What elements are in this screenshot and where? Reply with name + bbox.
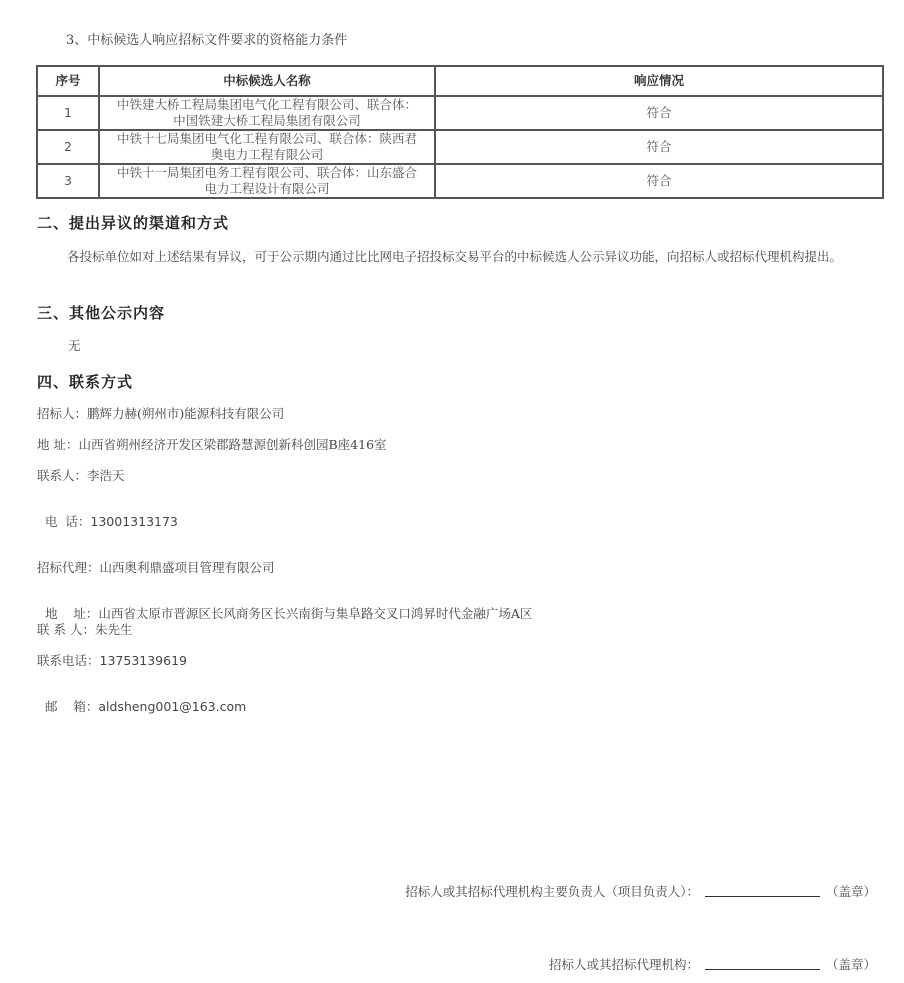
other-text: 无 (68, 338, 81, 353)
header-no: 序号 (37, 66, 99, 96)
row-no: 3 (37, 164, 99, 198)
agent-phone-value: 13753139619 (99, 653, 187, 668)
address-value: 山西省朔州经济开发区梁郡路慧源创新科创园B座416室 (78, 437, 387, 452)
agent-address-value: 山西省太原市晋源区长风商务区长兴南街与集阜路交叉口鸿昇时代金融广场A区 (98, 606, 533, 621)
agent-email-value: aldsheng001@163.com (98, 699, 247, 714)
phone-value: 13001313173 (90, 514, 178, 529)
seal-label: （盖章） (825, 957, 876, 972)
table-header-row (37, 66, 883, 96)
agent-person-value: 朱先生 (94, 622, 133, 637)
agent-email-label: 邮 箱： (44, 699, 99, 714)
signature-line-agency (549, 955, 876, 973)
section3-subtitle: 3、中标候选人响应招标文件要求的资格能力条件 (66, 33, 348, 48)
phone-label: 电 话： (44, 514, 91, 529)
row-name (99, 164, 435, 198)
row-status: 符合 (435, 130, 883, 164)
phone-line (37, 497, 178, 530)
contact-heading: 四、联系方式 (37, 373, 134, 391)
objection-heading: 二、提出异议的渠道和方式 (37, 214, 230, 232)
row-name-line2: 奥电力工程有限公司 (210, 147, 324, 162)
header-status: 响应情况 (435, 66, 883, 96)
row-name (99, 96, 435, 130)
signature-line-responsible (405, 882, 876, 900)
tenderer-value: 鹏辉力赫(朔州市)能源科技有限公司 (87, 406, 285, 421)
agent-phone-label: 联系电话： (37, 653, 100, 668)
agent-email-line (37, 682, 246, 715)
signature-blank (705, 968, 820, 970)
table-row (37, 130, 883, 164)
agent-person-label: 联 系 人： (37, 622, 95, 637)
agent-address-label: 地 址： (44, 606, 99, 621)
row-name-line2: 电力工程设计有限公司 (204, 181, 330, 196)
row-status: 符合 (435, 96, 883, 130)
table-row (37, 164, 883, 198)
agent-person-line (37, 620, 132, 638)
signature-blank (705, 895, 820, 897)
row-name-line1: 中铁十一局集团电务工程有限公司、联合体：山东盛合 (116, 165, 417, 180)
agent-phone-line (37, 651, 187, 669)
agent-address-line (37, 589, 532, 622)
row-name-line2: 中国铁建大桥工程局集团有限公司 (173, 113, 361, 128)
other-heading: 三、其他公示内容 (37, 304, 166, 322)
contact-person-line (37, 466, 125, 484)
signature-responsible-label: 招标人或其招标代理机构主要负责人（项目负责人）： (405, 884, 699, 899)
agent-value: 山西奥利鼎盛项目管理有限公司 (99, 560, 275, 575)
row-name-line1: 中铁建大桥工程局集团电气化工程有限公司、联合体： (116, 97, 417, 112)
tenderer-label: 招标人： (37, 406, 88, 421)
header-name: 中标候选人名称 (99, 66, 435, 96)
qualification-table (36, 65, 884, 199)
agent-line (37, 558, 275, 576)
seal-label: （盖章） (825, 884, 876, 899)
tenderer-line (37, 404, 284, 422)
row-name-line1: 中铁十七局集团电气化工程有限公司、联合体：陕西君 (116, 131, 417, 146)
contact-person-value: 李浩天 (87, 468, 125, 483)
objection-text: 各投标单位如对上述结果有异议，可于公示期内通过比比网电子招投标交易平台的中标候选人公示异议功能，向招标人或招标代理机构提出。 (67, 249, 843, 264)
row-no: 2 (37, 130, 99, 164)
table-row (37, 96, 883, 130)
address-line (37, 435, 387, 453)
signature-agency-label: 招标人或其招标代理机构： (548, 957, 699, 972)
contact-person-label: 联系人： (37, 468, 88, 483)
row-status: 符合 (435, 164, 883, 198)
agent-label: 招标代理： (37, 560, 100, 575)
address-label: 地 址： (37, 437, 79, 452)
row-name (99, 130, 435, 164)
row-no: 1 (37, 96, 99, 130)
